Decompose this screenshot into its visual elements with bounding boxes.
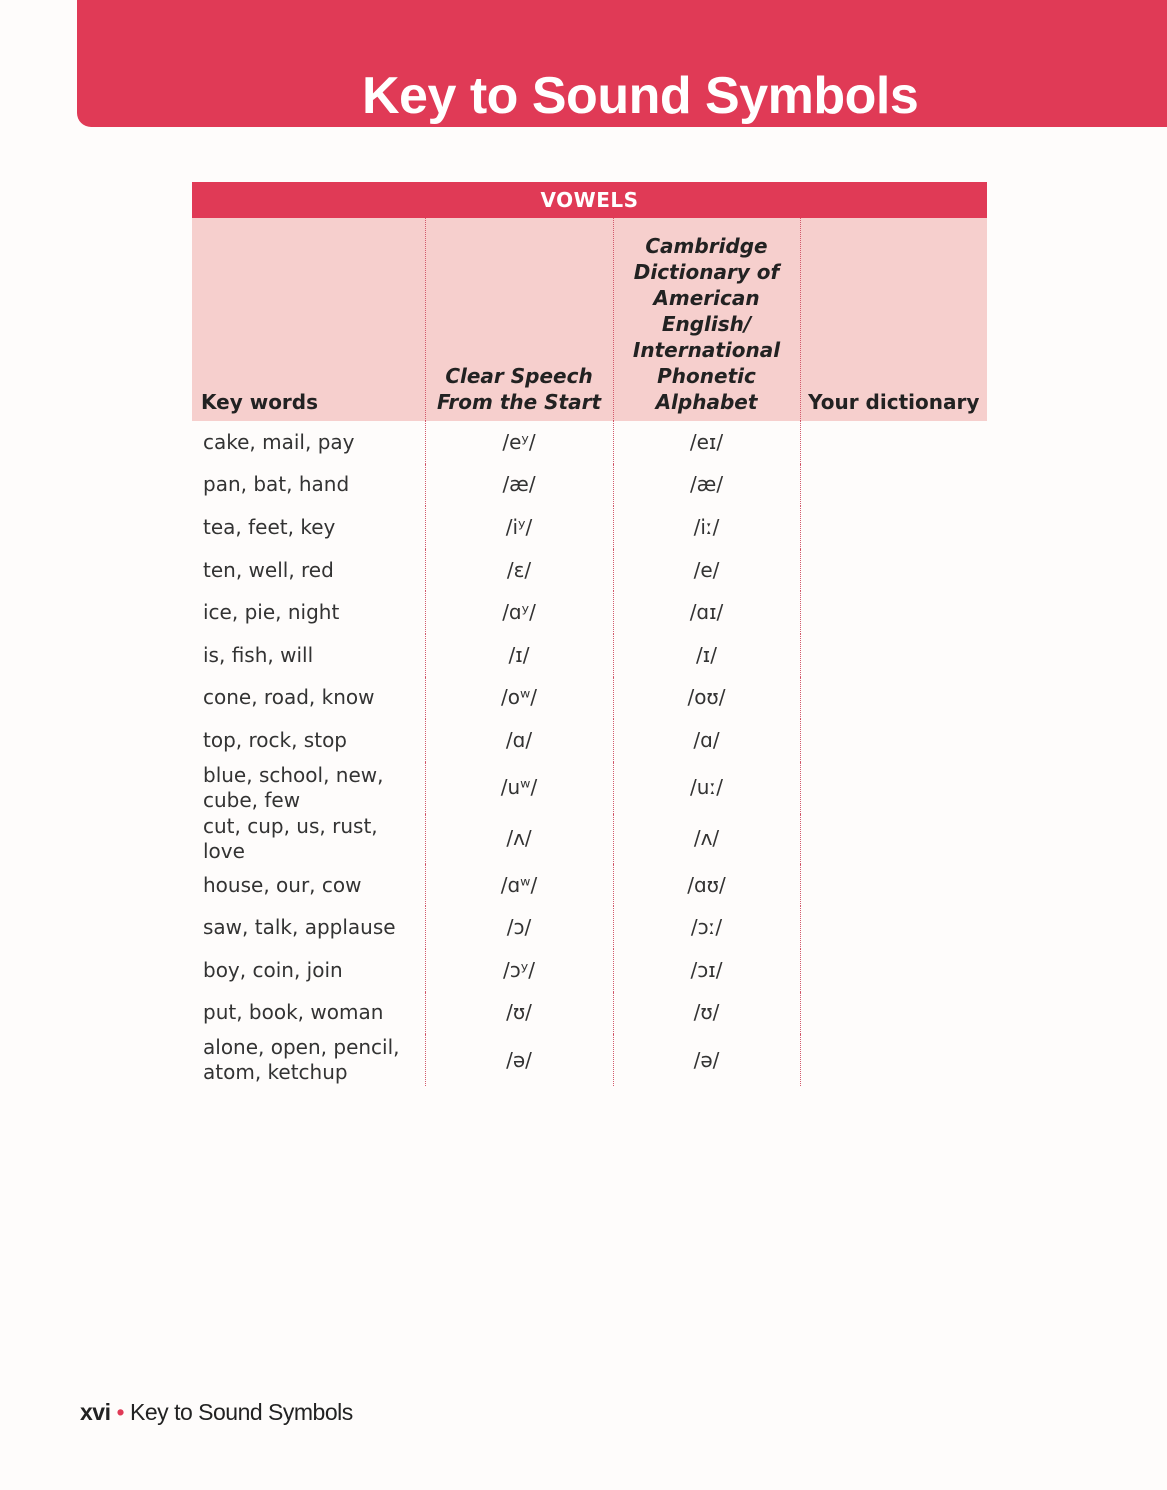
your-dictionary-cell	[800, 1034, 987, 1086]
key-words-cell: put, book, woman	[203, 1000, 384, 1025]
table-row	[192, 1034, 987, 1086]
ipa-symbol: /ɑɪ/	[613, 591, 800, 634]
clear-speech-symbol: /oʷ/	[425, 677, 613, 720]
your-dictionary-cell	[800, 864, 987, 907]
ipa-symbol: /ɔɪ/	[613, 949, 800, 992]
bullet-separator: •	[116, 1399, 125, 1425]
clear-speech-symbol: /iʸ/	[425, 506, 613, 549]
clear-speech-symbol: /ʌ/	[425, 814, 613, 864]
ipa-symbol: /ɔː/	[613, 906, 800, 949]
your-dictionary-cell	[800, 992, 987, 1035]
your-dictionary-cell	[800, 906, 987, 949]
section-header-row	[192, 182, 987, 218]
key-words-cell: top, rock, stop	[203, 727, 347, 752]
key-words-cell: ice, pie, night	[203, 600, 340, 625]
clear-speech-symbol: /uʷ/	[425, 762, 613, 814]
page-number: xvi	[80, 1399, 111, 1425]
key-words-cell: cone, road, know	[203, 685, 375, 710]
column-header-your-dictionary: Your dictionary	[800, 218, 987, 421]
running-title: Key to Sound Symbols	[130, 1399, 353, 1425]
your-dictionary-cell	[800, 506, 987, 549]
your-dictionary-cell	[800, 949, 987, 992]
clear-speech-symbol: /ɑ/	[425, 719, 613, 762]
clear-speech-symbol: /ɔ/	[425, 906, 613, 949]
table-row	[192, 992, 987, 1035]
vowels-table	[192, 182, 987, 1086]
table-row	[192, 506, 987, 549]
column-header-cambridge-ipa: Cambridge Dictionary of American English/ International Phonetic Alphabet	[613, 218, 800, 421]
table-row	[192, 591, 987, 634]
section-label-vowels: VOWELS	[192, 182, 987, 218]
key-words-cell: ten, well, red	[203, 557, 334, 582]
key-words-cell: saw, talk, applause	[203, 915, 396, 940]
your-dictionary-cell	[800, 677, 987, 720]
key-words-cell: cut, cup, us, rust, love	[203, 813, 378, 863]
title-banner	[77, 0, 1167, 127]
ipa-symbol: /ɪ/	[613, 634, 800, 677]
table-row	[192, 677, 987, 720]
table-row	[192, 421, 987, 464]
ipa-symbol: /ə/	[613, 1034, 800, 1086]
table-row	[192, 949, 987, 992]
ipa-symbol: /æ/	[613, 464, 800, 507]
clear-speech-symbol: /ɔʸ/	[425, 949, 613, 992]
ipa-symbol: /ʌ/	[613, 814, 800, 864]
table-row	[192, 762, 987, 814]
your-dictionary-cell	[800, 719, 987, 762]
your-dictionary-cell	[800, 814, 987, 864]
your-dictionary-cell	[800, 549, 987, 592]
ipa-symbol: /ɑʊ/	[613, 864, 800, 907]
clear-speech-symbol: /ɛ/	[425, 549, 613, 592]
ipa-symbol: /iː/	[613, 506, 800, 549]
column-header-clear-speech: Clear Speech From the Start	[425, 218, 613, 421]
your-dictionary-cell	[800, 464, 987, 507]
key-words-cell: blue, school, new, cube, few	[203, 762, 384, 812]
ipa-symbol: /oʊ/	[613, 677, 800, 720]
table-row	[192, 906, 987, 949]
clear-speech-symbol: /ʊ/	[425, 992, 613, 1035]
your-dictionary-cell	[800, 591, 987, 634]
your-dictionary-cell	[800, 762, 987, 814]
key-words-cell: is, fish, will	[203, 642, 314, 667]
your-dictionary-cell	[800, 634, 987, 677]
key-words-cell: tea, feet, key	[203, 514, 336, 539]
table-row	[192, 634, 987, 677]
clear-speech-symbol: /ə/	[425, 1034, 613, 1086]
clear-speech-symbol: /ɑʸ/	[425, 591, 613, 634]
column-header-key-words: Key words	[192, 218, 425, 421]
your-dictionary-cell	[800, 421, 987, 464]
clear-speech-symbol: /eʸ/	[425, 421, 613, 464]
ipa-symbol: /ʊ/	[613, 992, 800, 1035]
page-title: Key to Sound Symbols	[362, 67, 919, 125]
table-row	[192, 814, 987, 864]
key-words-cell: alone, open, pencil, atom, ketchup	[203, 1035, 400, 1085]
column-header-row	[192, 218, 987, 421]
clear-speech-symbol: /ɪ/	[425, 634, 613, 677]
clear-speech-symbol: /ɑʷ/	[425, 864, 613, 907]
table-row	[192, 864, 987, 907]
key-words-cell: house, our, cow	[203, 872, 362, 897]
ipa-symbol: /uː/	[613, 762, 800, 814]
table-row	[192, 549, 987, 592]
key-words-cell: pan, bat, hand	[203, 472, 350, 497]
ipa-symbol: /eɪ/	[613, 421, 800, 464]
ipa-symbol: /ɑ/	[613, 719, 800, 762]
ipa-symbol: /e/	[613, 549, 800, 592]
table-row	[192, 464, 987, 507]
table-body	[192, 421, 987, 1086]
key-words-cell: cake, mail, pay	[203, 429, 355, 454]
table-row	[192, 719, 987, 762]
key-words-cell: boy, coin, join	[203, 957, 343, 982]
clear-speech-symbol: /æ/	[425, 464, 613, 507]
page-footer	[80, 1399, 353, 1426]
